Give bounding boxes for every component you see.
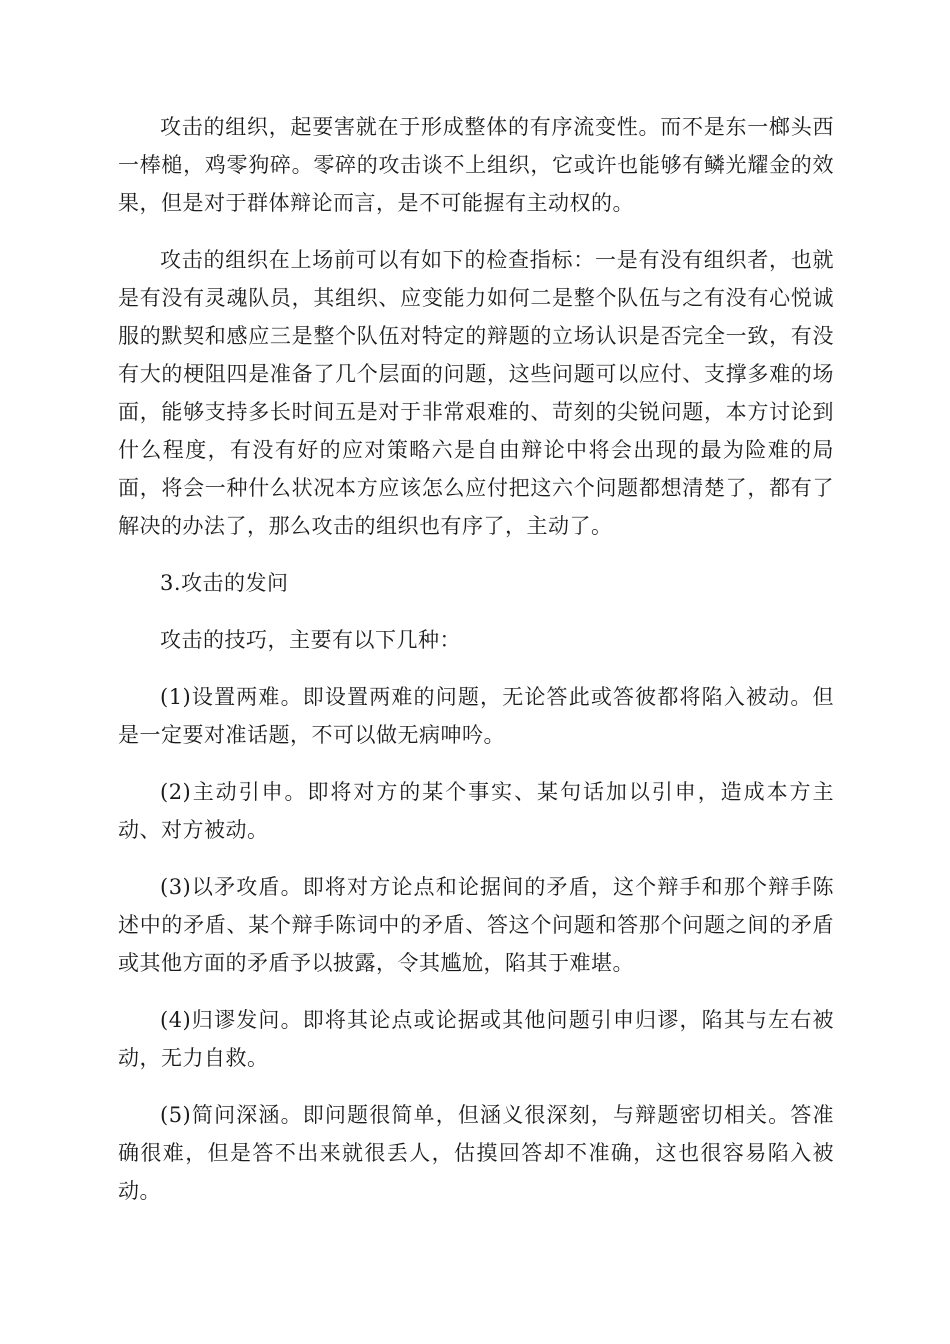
list-item-simple-deep-question: (5)简问深涵。即问题很简单，但涵义很深刻，与辩题密切相关。答准确很难，但是答不出来就很丢人，估摸回答却不准确，这也很容易陷入被动。 xyxy=(118,1103,834,1203)
list-item-dilemma: (1)设置两难。即设置两难的问题，无论答此或答彼都将陷入被动。但是一定要对准话题，不可以做无病呻吟。 xyxy=(118,685,834,747)
document-page xyxy=(118,108,834,1229)
list-item-extension: (2)主动引申。即将对方的某个事实、某句话加以引申，造成本方主动、对方被动。 xyxy=(118,780,834,842)
list-item-reductio: (4)归谬发问。即将其论点或论据或其他问题引申归谬，陷其与左右被动，无力自救。 xyxy=(118,1008,834,1070)
list-item-contradiction: (3)以矛攻盾。即将对方论点和论据间的矛盾，这个辩手和那个辩手陈述中的矛盾、某个辩手陈词中的矛盾、答这个问题和答那个问题之间的矛盾或其他方面的矛盾予以披露，令其尴尬，陷其于难堪。 xyxy=(118,875,834,975)
paragraph-techniques-intro: 攻击的技巧，主要有以下几种： xyxy=(160,628,461,652)
section-heading-attack-questioning: 3.攻击的发问 xyxy=(160,571,289,595)
paragraph-attack-organization: 攻击的组织，起要害就在于形成整体的有序流变性。而不是东一榔头西一棒槌，鸡零狗碎。零碎的攻击谈不上组织，它或许也能够有鳞光耀金的效果，但是对于群体辩论而言，是不可能握有主动权的。 xyxy=(118,115,834,215)
paragraph-check-indicators: 攻击的组织在上场前可以有如下的检查指标：一是有没有组织者，也就是有没有灵魂队员，其组织、应变能力如何二是整个队伍与之有没有心悦诚服的默契和感应三是整个队伍对特定的辩题的立场认识是否完全一致，有没有大的梗阻四是准备了几个层面的问题，这些问题可以应付、支撑多难的场面，能够支持多长时间五是对于非常艰难的、苛刻的尖锐问题，本方讨论到什么程度，有没有好的应对策略六是自由辩论中将会出现的最为险难的局面，将会一种什么状况本方应该怎么应付把这六个问题都想清楚了，都有了解决的办法了，那么攻击的组织也有序了，主动了。 xyxy=(118,248,834,538)
